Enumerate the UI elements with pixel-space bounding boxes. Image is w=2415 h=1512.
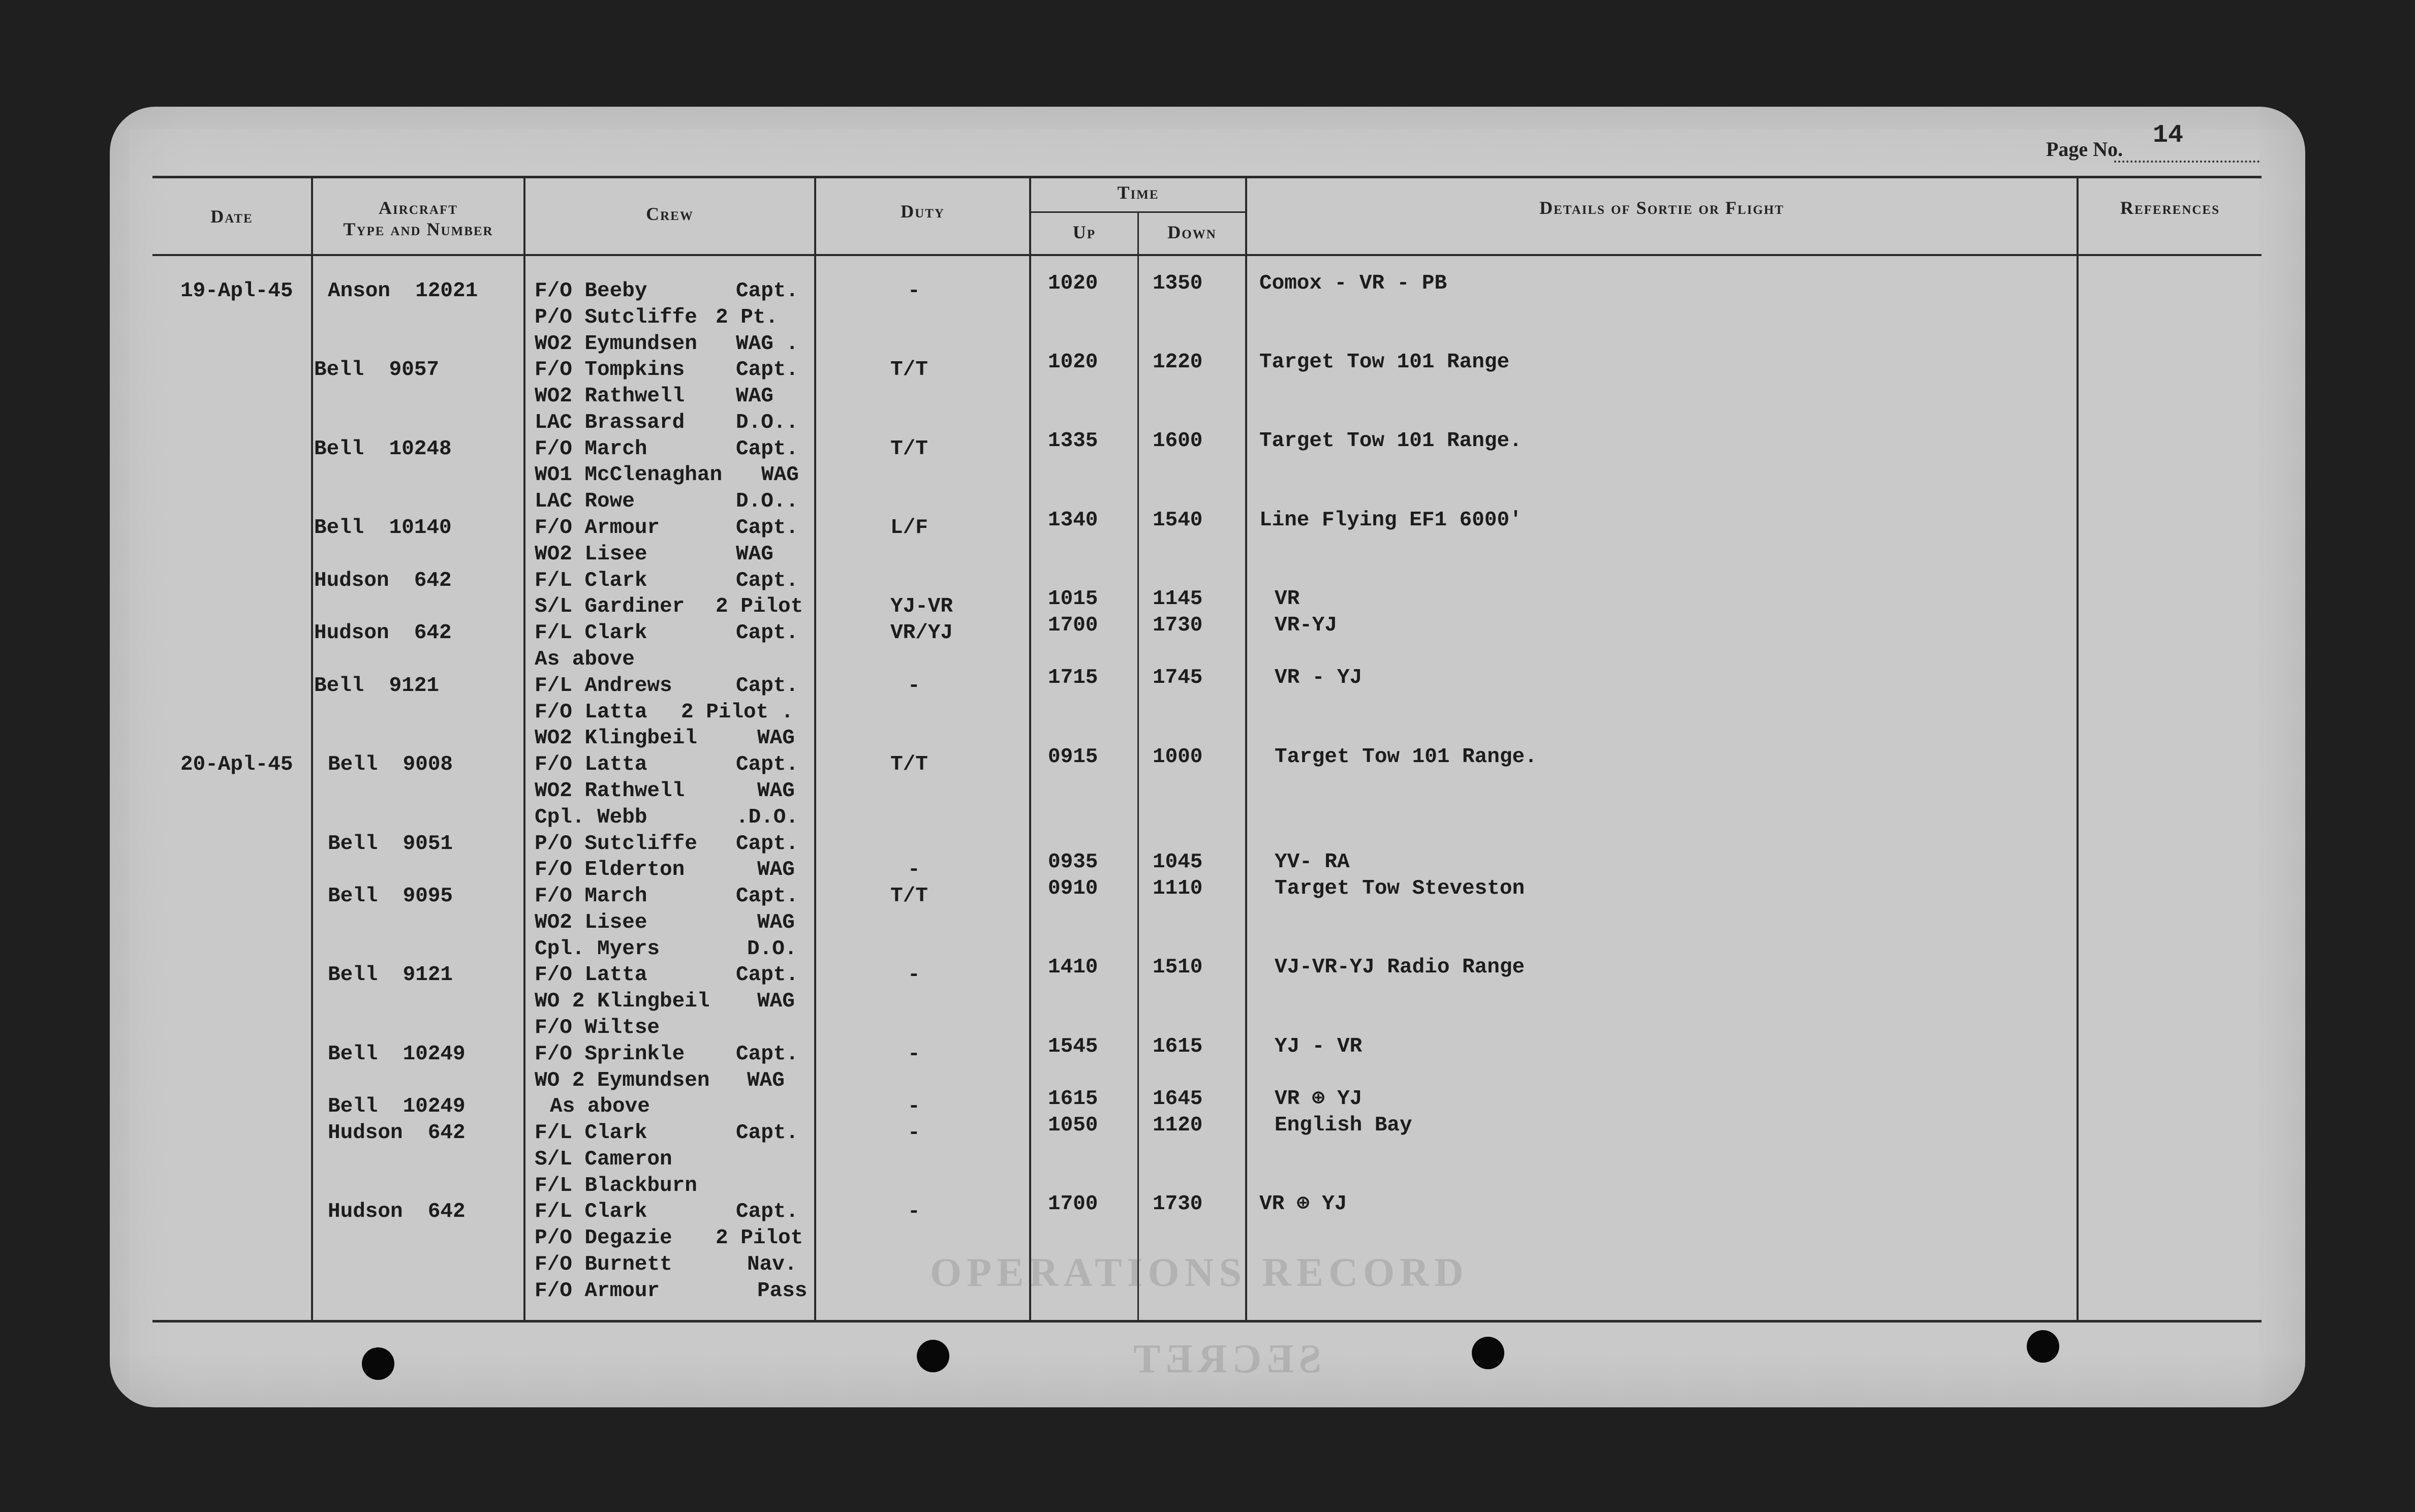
time-up-cell: 0915 [1048, 745, 1098, 769]
header-time-down: Down [1167, 222, 1217, 242]
date-cell: 20-Apl-45 [180, 753, 293, 776]
time-up-cell: 1020 [1048, 272, 1098, 295]
details-cell: VR ⊕ YJ [1275, 1087, 1363, 1111]
crew-role: Capt. [736, 621, 799, 645]
column-rule-6 [1245, 178, 1247, 1320]
header-crew: Crew [646, 204, 694, 224]
aircraft-cell: Anson 12021 [328, 279, 478, 303]
crew-name: Cpl. Myers [535, 937, 660, 961]
time-up-cell: 1410 [1048, 956, 1098, 979]
column-rule-7 [2077, 178, 2079, 1320]
crew-role: WAG [757, 990, 795, 1013]
time-down-cell: 1000 [1153, 745, 1203, 769]
time-down-cell: 1615 [1153, 1035, 1203, 1058]
crew-name: As above [535, 648, 635, 671]
crew-role: Capt. [736, 516, 799, 540]
duty-cell: T/T [890, 437, 928, 461]
time-up-cell: 1615 [1048, 1087, 1098, 1111]
aircraft-cell: Bell 9051 [328, 832, 453, 856]
crew-name: F/O Beeby [535, 279, 647, 303]
details-cell: Comox - VR - PB [1259, 272, 1447, 295]
crew-name: F/O March [535, 437, 647, 461]
bottom-rule [152, 1320, 2262, 1322]
crew-name: LAC Brassard [535, 411, 685, 434]
column-rule-2 [523, 178, 525, 1320]
crew-name: F/L Clark [535, 1121, 647, 1145]
page-number-underline [2114, 161, 2259, 163]
crew-name: As above [550, 1095, 650, 1118]
time-up-cell: 1715 [1048, 666, 1098, 689]
details-cell: Line Flying EF1 6000' [1259, 509, 1522, 532]
aircraft-cell: Hudson 642 [328, 1121, 466, 1145]
time-up-cell: 0935 [1048, 850, 1098, 874]
page-number-label: Page No. [2046, 138, 2123, 161]
duty-cell: L/F [890, 516, 928, 540]
details-cell: YJ - VR [1275, 1035, 1363, 1058]
crew-role: WAG [736, 543, 773, 566]
stamp-operations-record: OPERATIONS RECORD [930, 1250, 1469, 1295]
crew-name: F/O Wiltse [535, 1016, 660, 1040]
time-up-cell: 1020 [1048, 351, 1098, 374]
header-aircraft: Aircraft [379, 198, 458, 218]
crew-role: D.O. [747, 937, 797, 961]
punch-hole [1472, 1337, 1504, 1369]
crew-role: 2 Pt. [716, 306, 779, 329]
crew-role: Capt. [736, 674, 799, 698]
crew-name: WO 2 Klingbeil [535, 990, 710, 1013]
duty-cell: VR/YJ [890, 621, 953, 645]
crew-name: F/O Latta [535, 963, 647, 987]
crew-role: D.O.. [736, 490, 799, 513]
crew-name: P/O Sutcliffe [535, 306, 697, 329]
crew-role: WAG [747, 1069, 785, 1092]
details-cell: YV- RA [1275, 850, 1350, 874]
time-down-cell: 1645 [1153, 1087, 1203, 1111]
time-up-cell: 1340 [1048, 509, 1098, 532]
duty-cell: - [908, 1200, 920, 1223]
time-down-cell: 1120 [1153, 1114, 1203, 1137]
aircraft-cell: Bell 9121 [314, 674, 440, 698]
crew-name: LAC Rowe [535, 490, 635, 513]
time-down-cell: 1745 [1153, 666, 1203, 689]
crew-name: WO2 Eymundsen [535, 332, 697, 356]
crew-role: Capt. [736, 1043, 799, 1066]
stamp-secret: SECRET [1128, 1337, 1322, 1381]
crew-role: Capt. [736, 963, 799, 987]
crew-role: Capt. [736, 569, 799, 592]
crew-name: F/L Blackburn [535, 1174, 697, 1198]
time-down-cell: 1510 [1153, 956, 1203, 979]
time-up-cell: 1015 [1048, 587, 1098, 611]
punch-hole [917, 1340, 949, 1372]
time-down-cell: 1350 [1153, 272, 1203, 295]
crew-name: WO2 Klingbeil [535, 727, 697, 750]
crew-name: F/O Armour [535, 516, 660, 540]
time-up-cell: 0910 [1048, 877, 1098, 900]
details-cell: VR - YJ [1275, 666, 1363, 689]
duty-cell: - [908, 858, 920, 881]
punch-hole [362, 1347, 394, 1380]
crew-name: WO2 Rathwell [535, 779, 685, 803]
crew-role: WAG . [736, 332, 799, 356]
top-rule [152, 176, 2262, 178]
time-down-cell: 1220 [1153, 351, 1203, 374]
crew-name: WO1 McClenaghan [535, 463, 723, 487]
crew-name: F/O March [535, 885, 647, 908]
duty-cell: - [908, 963, 920, 987]
header-date: Date [210, 206, 253, 227]
crew-name: F/L Andrews [535, 674, 672, 698]
column-rule-1 [311, 178, 313, 1320]
crew-role: Capt. [736, 358, 799, 382]
details-cell: English Bay [1275, 1114, 1412, 1137]
aircraft-cell: Hudson 642 [328, 1200, 466, 1223]
column-rule-3 [814, 178, 816, 1320]
header-aircraft-sub: Type and Number [343, 219, 493, 239]
duty-cell: T/T [890, 753, 928, 776]
crew-role: 2 Pilot [716, 595, 803, 618]
crew-name: WO2 Lisee [535, 543, 647, 566]
details-cell: Target Tow 101 Range. [1259, 429, 1522, 453]
crew-role: Capt. [736, 1200, 799, 1223]
aircraft-cell: Hudson 642 [314, 569, 452, 592]
aircraft-cell: Bell 9057 [314, 358, 440, 382]
aircraft-cell: Bell 9121 [328, 963, 453, 987]
punch-hole [2027, 1330, 2059, 1363]
header-rule [152, 254, 2262, 256]
duty-cell: - [908, 279, 920, 303]
time-up-cell: 1335 [1048, 429, 1098, 453]
crew-role: Nav. [747, 1253, 797, 1276]
crew-role: Pass [757, 1279, 808, 1303]
time-down-cell: 1540 [1153, 509, 1203, 532]
crew-name: F/O Sprinkle [535, 1043, 685, 1066]
crew-role: WAG [761, 463, 799, 487]
aircraft-cell: Bell 10249 [328, 1095, 466, 1118]
crew-name: F/O Armour [535, 1279, 660, 1303]
time-down-cell: 1145 [1153, 587, 1203, 611]
duty-cell: YJ-VR [890, 595, 953, 618]
crew-name: F/O Latta [535, 753, 647, 776]
crew-role: Capt. [736, 1121, 799, 1145]
column-rule-4 [1029, 178, 1031, 1320]
header-duty: Duty [901, 201, 945, 222]
crew-role: 2 Pilot [716, 1226, 803, 1250]
crew-name: WO2 Rathwell [535, 385, 685, 408]
crew-role: WAG [736, 385, 773, 408]
time-down-cell: 1600 [1153, 429, 1203, 453]
aircraft-cell: Bell 10140 [314, 516, 452, 540]
time-down-cell: 1110 [1153, 877, 1203, 900]
crew-name: F/O Burnett [535, 1253, 672, 1276]
details-cell: Target Tow Steveston [1275, 877, 1525, 900]
crew-name: F/O Tompkins [535, 358, 685, 382]
crew-name: Cpl. Webb [535, 806, 647, 829]
aircraft-cell: Bell 9095 [328, 885, 453, 908]
crew-name: F/L Clark [535, 1200, 647, 1223]
crew-role: WAG [757, 779, 795, 803]
header-references: References [2120, 198, 2220, 218]
header-time-up: Up [1072, 222, 1096, 242]
time-down-cell: 1730 [1153, 614, 1203, 637]
header-time: Time [1117, 182, 1159, 203]
crew-role: WAG [757, 858, 795, 881]
crew-name: WO 2 Eymundsen [535, 1069, 710, 1092]
time-down-cell: 1045 [1153, 850, 1203, 874]
time-up-cell: 1700 [1048, 1192, 1098, 1216]
details-cell: VR ⊕ YJ [1259, 1192, 1347, 1216]
crew-role: Capt. [736, 832, 799, 856]
duty-cell: - [908, 1121, 920, 1145]
time-down-cell: 1730 [1153, 1192, 1203, 1216]
aircraft-cell: Bell 10249 [328, 1043, 466, 1066]
details-cell: Target Tow 101 Range. [1275, 745, 1537, 769]
crew-role: WAG [757, 727, 795, 750]
details-cell: VR [1275, 587, 1300, 611]
crew-name: WO2 Lisee [535, 911, 647, 934]
date-cell: 19-Apl-45 [180, 279, 293, 303]
crew-name: P/O Degazie [535, 1226, 672, 1250]
details-cell: VR-YJ [1275, 614, 1338, 637]
duty-cell: - [908, 1043, 920, 1066]
column-rule-5 [1137, 211, 1139, 1320]
time-up-cell: 1050 [1048, 1114, 1098, 1137]
crew-role: 2 Pilot . [681, 701, 794, 724]
time-up-cell: 1545 [1048, 1035, 1098, 1058]
crew-name: S/L Gardiner [535, 595, 685, 618]
duty-cell: T/T [890, 885, 928, 908]
aircraft-cell: Hudson 642 [314, 621, 452, 645]
crew-role: Capt. [736, 279, 799, 303]
page-number: 14 [2153, 121, 2184, 150]
header-details: Details of Sortie or Flight [1539, 198, 1784, 218]
duty-cell: - [908, 674, 920, 698]
time-up-cell: 1700 [1048, 614, 1098, 637]
crew-name: F/O Latta [535, 701, 647, 724]
crew-name: P/O Sutcliffe [535, 832, 697, 856]
crew-role: D.O.. [736, 411, 799, 434]
details-cell: Target Tow 101 Range [1259, 351, 1510, 374]
crew-role: Capt. [736, 437, 799, 461]
crew-role: Capt. [736, 885, 799, 908]
duty-cell: T/T [890, 358, 928, 382]
aircraft-cell: Bell 10248 [314, 437, 452, 461]
duty-cell: - [908, 1095, 920, 1118]
details-cell: VJ-VR-YJ Radio Range [1275, 956, 1525, 979]
crew-name: S/L Cameron [535, 1148, 672, 1171]
crew-name: F/O Elderton [535, 858, 685, 881]
crew-name: F/L Clark [535, 621, 647, 645]
aircraft-cell: Bell 9008 [328, 753, 453, 776]
crew-role: .D.O. [736, 806, 799, 829]
crew-name: F/L Clark [535, 569, 647, 592]
crew-role: WAG [757, 911, 795, 934]
crew-role: Capt. [736, 753, 799, 776]
